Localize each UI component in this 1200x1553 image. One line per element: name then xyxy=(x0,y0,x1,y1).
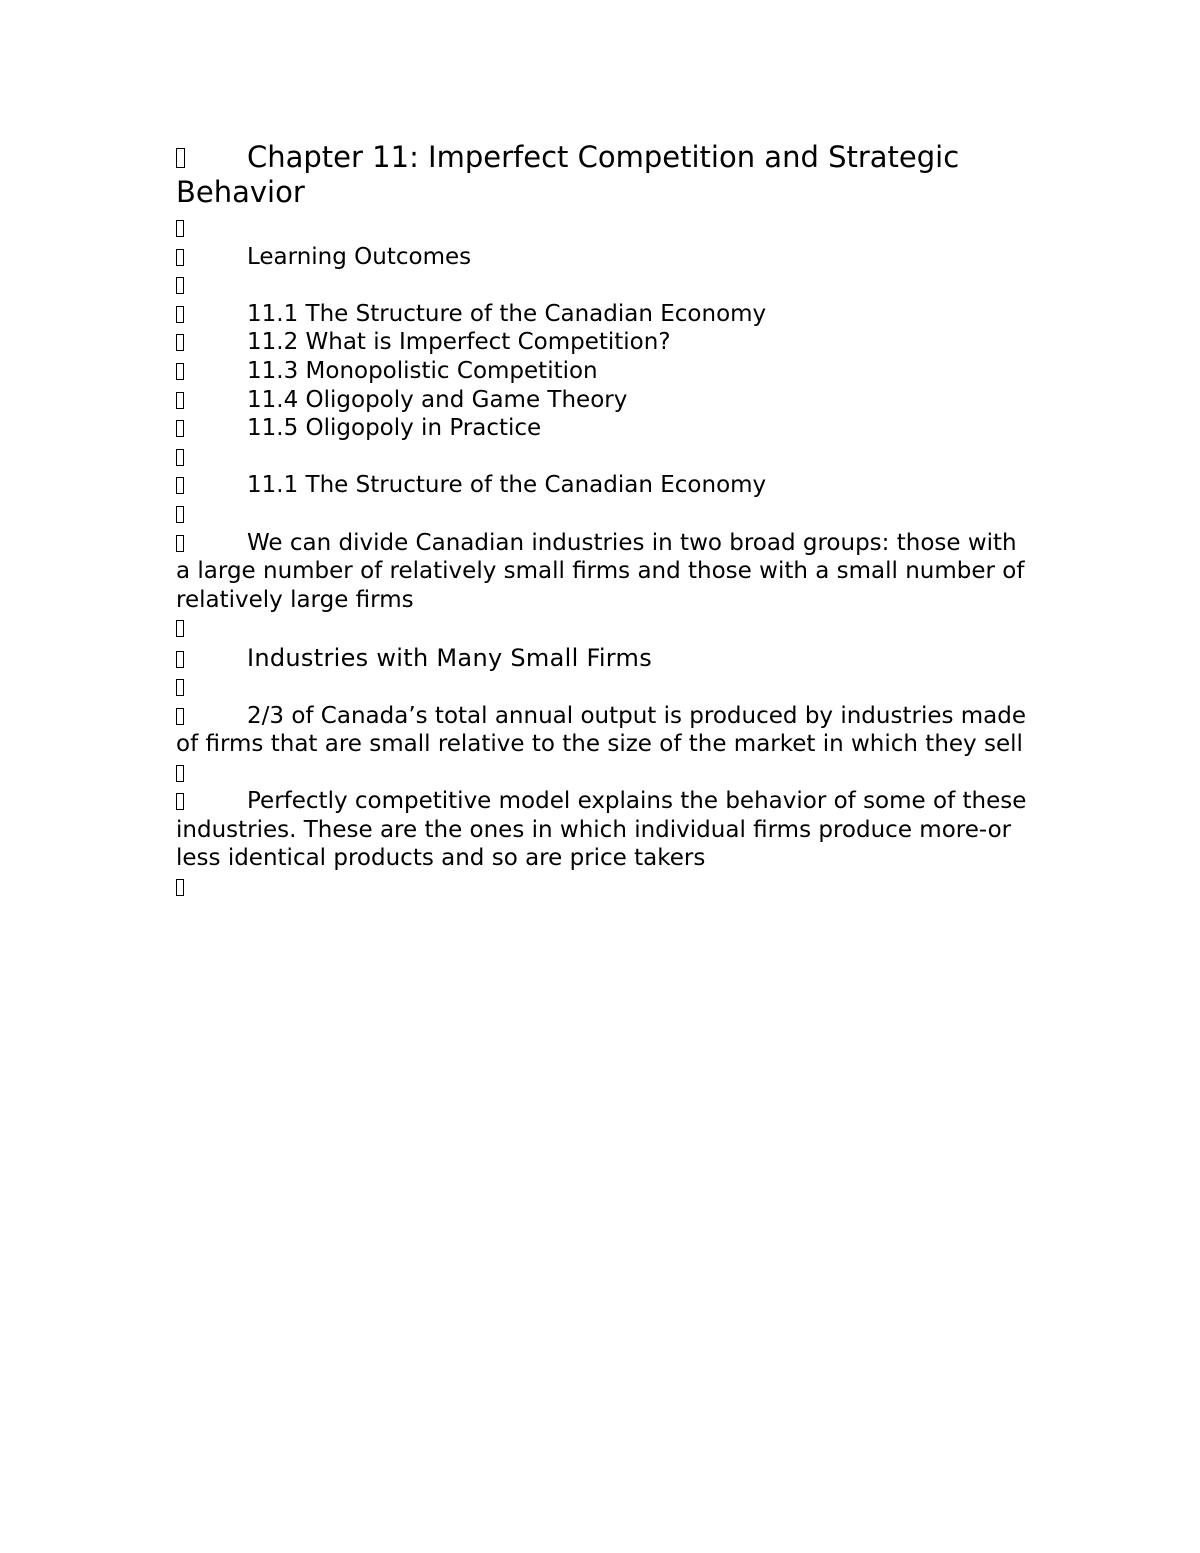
empty-bullet-line xyxy=(176,673,1036,702)
bullet-glyph-icon xyxy=(176,643,247,673)
body-paragraph-industry-groups: We can divide Canadian industries in two broad groups: those with a large number of relatively small firms and those with a small number of relatively large firms xyxy=(176,529,1025,613)
outcome-item-11-3: 11.3 Monopolistic Competition xyxy=(176,357,1036,386)
bullet-glyph-icon xyxy=(176,759,247,788)
section-heading-learning-outcomes: Learning Outcomes xyxy=(176,243,1036,272)
bullet-glyph-icon xyxy=(176,702,247,731)
bullet-glyph-icon xyxy=(176,140,247,175)
bullet-glyph-icon xyxy=(176,443,247,472)
empty-bullet-line xyxy=(176,443,1036,472)
bullet-glyph-icon xyxy=(176,787,247,816)
section-heading-11-1: 11.1 The Structure of the Canadian Economy xyxy=(176,471,1036,500)
document-title xyxy=(176,140,1036,210)
bullet-glyph-icon xyxy=(176,271,247,300)
empty-bullet-line xyxy=(176,759,1036,788)
bullet-glyph-icon xyxy=(176,214,247,243)
bullet-glyph-icon xyxy=(176,500,247,529)
outcome-item-11-2: 11.2 What is Imperfect Competition? xyxy=(176,328,1036,357)
empty-bullet-line xyxy=(176,873,1036,902)
document-body xyxy=(176,140,1036,902)
outcome-item-11-4: 11.4 Oligopoly and Game Theory xyxy=(176,386,1036,415)
outcome-item-11-5: 11.5 Oligopoly in Practice xyxy=(176,414,1036,443)
empty-bullet-line xyxy=(176,614,1036,643)
outcome-item-11-1: 11.1 The Structure of the Canadian Economy xyxy=(176,300,1036,329)
bullet-glyph-icon xyxy=(176,471,247,500)
bullet-glyph-icon xyxy=(176,673,247,702)
document-title-text: Chapter 11: Imperfect Competition and Strategic Behavior xyxy=(176,140,960,209)
bullet-glyph-icon xyxy=(176,873,247,902)
bullet-glyph-icon xyxy=(176,243,247,272)
body-paragraph-output-share: 2/3 of Canada’s total annual output is produced by industries made of firms that are small relative to the size of the market in which they sell xyxy=(176,702,1027,758)
body-paragraph-perfect-competition: Perfectly competitive model explains the behavior of some of these industries. These are the ones in which individual firms produce more-or less identical products and so are price takers xyxy=(176,788,1027,872)
empty-bullet-line xyxy=(176,271,1036,300)
bullet-glyph-icon xyxy=(176,614,247,643)
bullet-glyph-icon xyxy=(176,414,247,443)
bullet-glyph-icon xyxy=(176,386,247,415)
bullet-glyph-icon xyxy=(176,529,247,558)
empty-bullet-line xyxy=(176,500,1036,529)
subheading-many-small-firms: Industries with Many Small Firms xyxy=(176,643,1036,673)
empty-bullet-line xyxy=(176,214,1036,243)
bullet-glyph-icon xyxy=(176,357,247,386)
bullet-glyph-icon xyxy=(176,300,247,329)
bullet-glyph-icon xyxy=(176,328,247,357)
